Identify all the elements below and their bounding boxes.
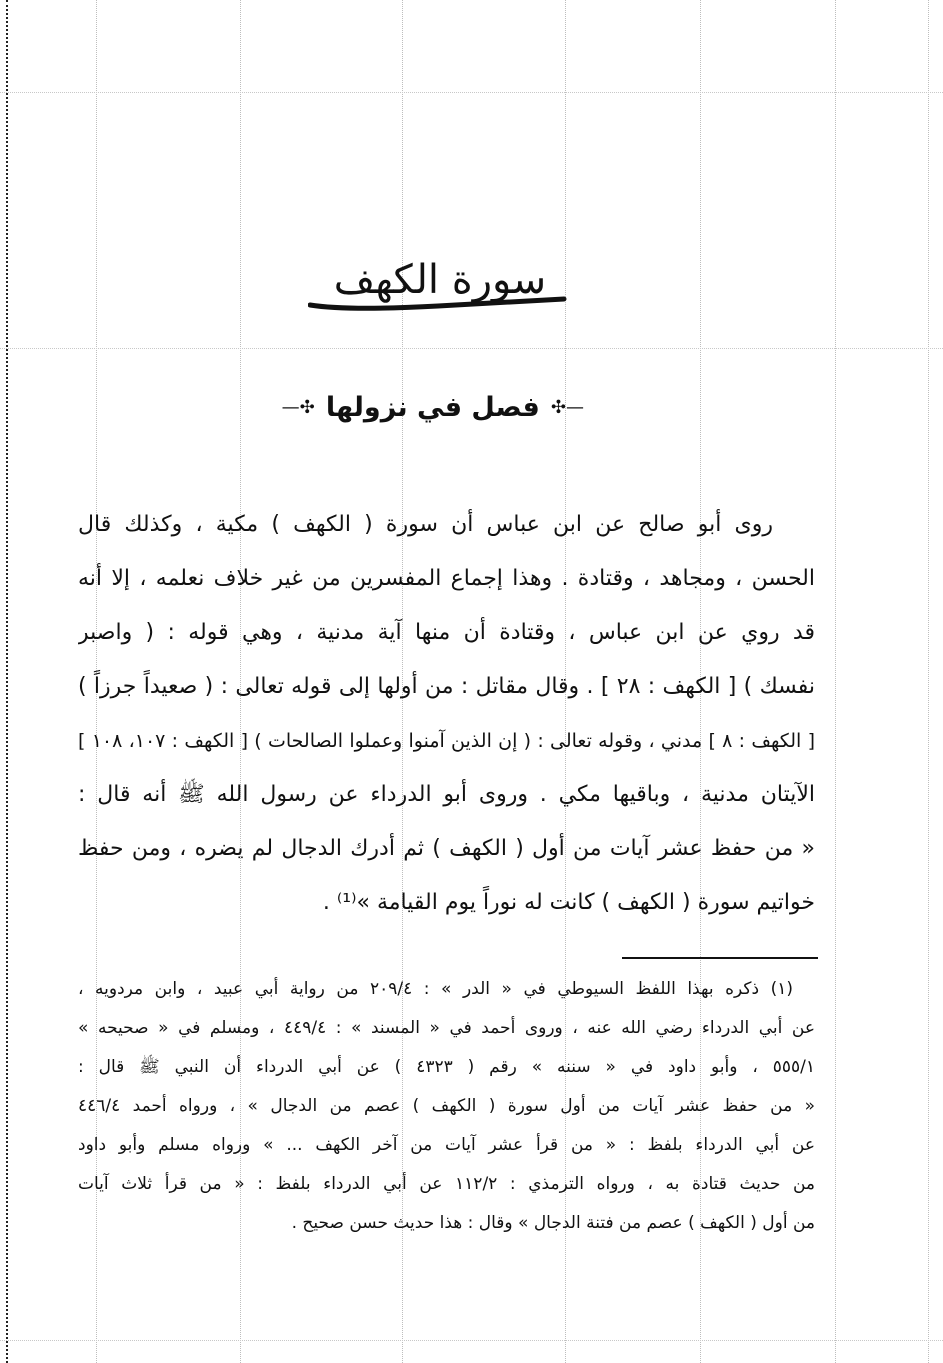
title-flourish-icon — [308, 296, 568, 314]
body-line: قد روي عن ابن عباس ، وقتادة أن منها آية مدنية ، وهي قوله : ( واصبر — [78, 620, 815, 645]
footnote-line: (١) ذكره بهذا اللفظ السيوطي في « الدر » : ٢٠٩/٤ من رواية أبي عبيد ، وابن مردويه ، — [78, 979, 793, 999]
section-heading-text: فصل في نزولها — [325, 392, 540, 423]
body-line: « من حفظ عشر آيات من أول ( الكهف ) ثم أدرك الدجال لم يضره ، ومن حفظ — [78, 836, 815, 861]
surah-title-text: سورة الكهف — [333, 257, 547, 303]
footnote-line: من حديث قتادة به ، ورواه الترمذي : ١١٢/٢ عن أبي الدرداء بلفظ : « من قرأ ثلاث آيات — [78, 1174, 815, 1194]
guide-line — [0, 1340, 943, 1341]
guide-line — [0, 348, 943, 349]
footnotes — [78, 970, 815, 1243]
ornament-left-icon: ✣— — [281, 397, 315, 418]
guide-line — [0, 92, 943, 93]
guide-line — [835, 0, 836, 1363]
footnote-divider — [622, 957, 818, 959]
surah-title — [280, 250, 600, 320]
body-text — [78, 498, 815, 930]
body-line: [ الكهف : ٨ ] مدني ، وقوله تعالى : ( إن الذين آمنوا وعملوا الصالحات ) [ الكهف : ١٠٧، ١٠٨ ] — [78, 730, 815, 752]
body-line: روى أبو صالح عن ابن عباس أن سورة ( الكهف ) مكية ، وكذلك قال — [78, 512, 773, 537]
body-line: نفسك ) [ الكهف : ٢٨ ] . وقال مقاتل : من أولها إلى قوله تعالى : ( صعيداً جرزاً ) — [78, 674, 815, 699]
footnote-line: من أول ( الكهف ) عصم من فتنة الدجال » وقال : هذا حديث حسن صحيح . — [291, 1213, 815, 1233]
footnote-line: عن أبي الدرداء بلفظ : « من قرأ عشر آيات من آخر الكهف ... » ورواه مسلم وأبو داود — [78, 1135, 815, 1155]
footnote-line: عن أبي الدرداء رضي الله عنه ، وروى أحمد في « المسند » : ٤٤٩/٤ ، ومسلم في « صحيحه » — [78, 1018, 815, 1038]
body-line: الحسن ، ومجاهد ، وقتادة . وهذا إجماع المفسرين من غير خلاف نعلمه ، إلا أنه — [78, 566, 815, 591]
footnote-line: « من حفظ عشر آيات من أول سورة ( الكهف ) عصم من الدجال » ، ورواه أحمد ٤٤٦/٤ — [78, 1096, 815, 1116]
body-line: الآيتان مدنية ، وباقيها مكي . وروى أبو الدرداء عن رسول الله ﷺ أنه قال : — [78, 782, 815, 807]
left-edge-dots — [6, 0, 8, 1363]
ornament-right-icon: —✣ — [550, 397, 584, 418]
footnote-line: ٥٥٥/١ ، وأبو داود في « سننه » رقم ( ٤٣٢٣ ) عن أبي الدرداء أن النبي ﷺ قال : — [78, 1057, 815, 1077]
body-line: خواتيم سورة ( الكهف ) كانت له نوراً يوم القيامة »⁽¹⁾ . — [322, 890, 815, 915]
guide-line — [928, 0, 929, 1363]
section-heading — [281, 392, 590, 436]
